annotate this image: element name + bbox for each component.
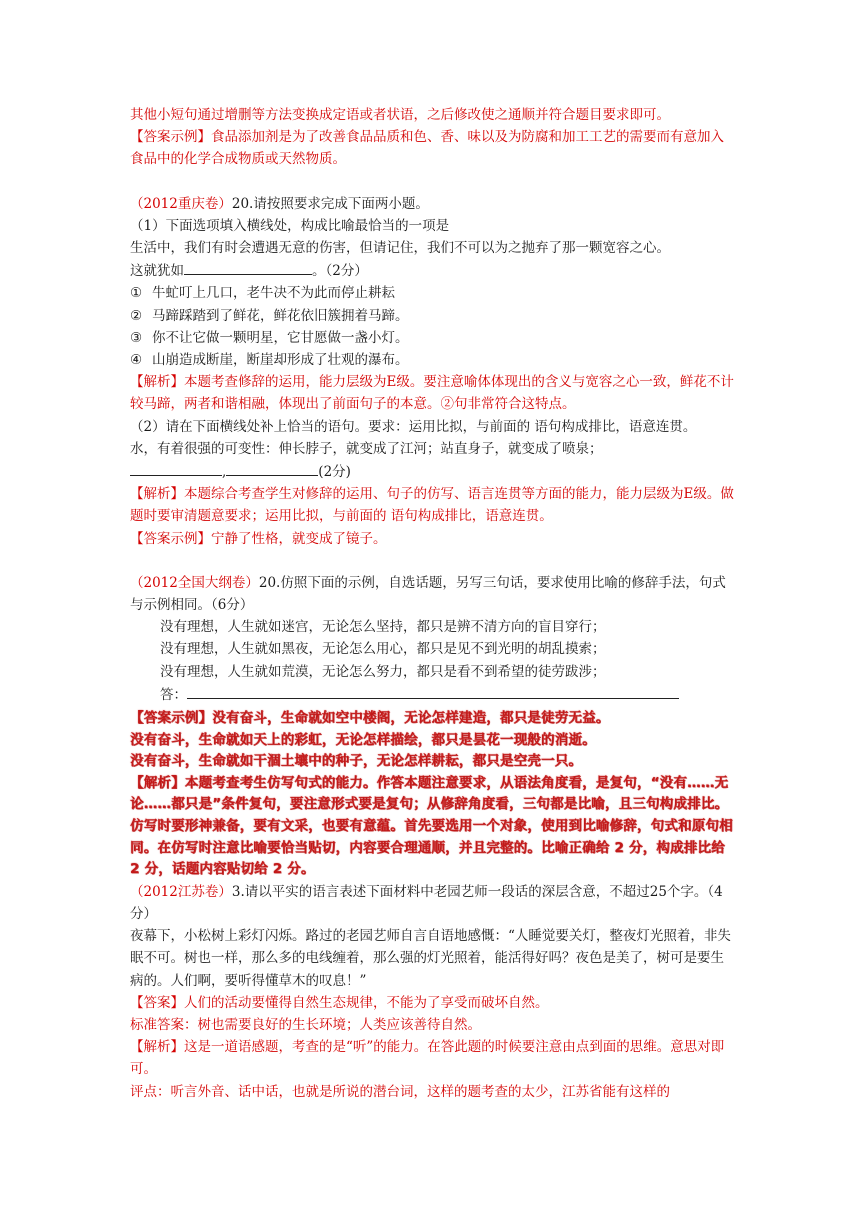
answer-example-tag: 【答案示例】 xyxy=(130,129,211,146)
score-label: (2分) xyxy=(318,464,351,481)
option-item xyxy=(130,282,734,304)
fill-blank-3[interactable] xyxy=(226,460,318,476)
q1-sub1: （1）下面选项填入横线处，构成比喻最恰当的一项是 xyxy=(130,217,450,234)
fill-blank-2[interactable] xyxy=(130,460,222,476)
analysis-text: 本题综合考查学生对修辞的运用、句子的仿写、语言连贯等方面的能力，能力层级为E级。做题时要审清题意要求；运用比拟，与前面的 语句构成排比，语意连贯。 xyxy=(130,486,734,525)
q1-water-blanks xyxy=(130,460,734,483)
q1-water: 水，有着很强的可变性：伸长脖子，就变成了江河；站直身子，就变成了喷泉； xyxy=(130,440,603,457)
option-text: 山崩造成断崖，断崖却形成了壮观的瀑布。 xyxy=(152,352,409,369)
q3-material: 夜幕下，小松树上彩灯闪烁。路过的老园艺师自言自语地感慨：“人睡觉要关灯，整夜灯光照着，非失眠不可。树也一样，那么多的电线缠着，那么强的灯光照着，能活得好吗？夜色是美了，树可是要生病的。人们啊，要听得懂草木的叹息！” xyxy=(130,928,731,989)
q1-title: 20.请按照要求完成下面两小题。 xyxy=(231,195,429,212)
q3-answer xyxy=(130,992,734,1014)
option-num: ① xyxy=(130,285,143,302)
analysis-text: 这是一道语感题，考查的是“听”的能力。在答此题的时候要注意由点到面的思维。意思对即可。 xyxy=(130,1039,725,1078)
q1-sub2: （2）请在下面横线处补上恰当的语句。要求：运用比拟，与前面的 语句构成排比，语意连贯。 xyxy=(130,418,697,435)
smudged-answer-block xyxy=(130,708,734,881)
q3-source: （2012江苏卷） xyxy=(130,883,232,900)
answer-example-text: 食品添加剂是为了改善食品品质和色、香、味以及为防腐和加工工艺的需要而有意加入食品中的化学合成物质或天然物质。 xyxy=(130,129,724,168)
smudged-line: 【解析】本题考查考生仿写句式的能力。作答本题注意要求，从语法角度看，是复句，“没有……无论……都只是”条件复句，要注意形式要是复句；从修辞角度看，三句都是比喻，且三句构成排比。仿写时要形神兼备，要有文采，也要有意蕴。首先要选用一个对象，使用到比喻修辞，句式和原句相同。在仿写时注意比喻要恰当贴切，内容要合理通顺，并且完整的。比喻正确给 2 分，构成排比给 2 分，话题内容贴切给 2 分。 xyxy=(130,774,733,878)
fill-blank-1[interactable] xyxy=(184,259,312,275)
q2-answer-line xyxy=(130,683,734,706)
q1-analysis2 xyxy=(130,483,734,527)
q3-standard-answer: 标准答案：树也需要良好的生长环境；人类应该善待自然。 xyxy=(130,1017,481,1034)
q2-example: 没有理想，人生就如荒漠，无论怎么努力，都只是看不到希望的徒劳跋涉； xyxy=(160,663,606,680)
prev-answer-note: 其他小短句通过增删等方法变换成定语或者状语，之后修改使之通顺并符合题目要求即可。 xyxy=(130,107,670,123)
document-body xyxy=(130,104,734,1103)
option-item xyxy=(130,327,734,349)
q1-stem2 xyxy=(130,259,734,282)
option-num: ② xyxy=(130,307,143,324)
option-item xyxy=(130,305,734,327)
q3-title: 3.请以平实的语言表述下面材料中老园艺师一段话的深层含意，不超过25个字。（4分） xyxy=(130,883,723,923)
smudged-line: 没有奋斗，生命就如干涸土壤中的种子，无论怎样耕耘，都只是空壳一只。 xyxy=(130,753,583,770)
smudged-line: 【答案示例】没有奋斗，生命就如空中楼阁，无论怎样建造，都只是徒劳无益。 xyxy=(130,710,610,727)
q3-analysis xyxy=(130,1036,734,1080)
prev-answer-example xyxy=(130,126,734,170)
q3-comment: 评点：听言外音、话中话，也就是所说的潜台词，这样的题考查的太少，江苏省能有这样的 xyxy=(130,1083,670,1100)
option-num: ③ xyxy=(130,329,143,346)
analysis-tag: 【解析】 xyxy=(130,1039,184,1056)
q1-stem2-pre: 这就犹如 xyxy=(130,263,184,280)
answer-blank[interactable] xyxy=(187,683,679,699)
answer-example-tag: 【答案示例】 xyxy=(130,530,211,547)
analysis-tag: 【解析】 xyxy=(130,486,184,503)
option-text: 你不让它做一颗明星，它甘愿做一盏小灯。 xyxy=(152,329,409,346)
q2-source: （2012全国大纲卷） xyxy=(130,574,259,591)
option-item xyxy=(130,349,734,371)
answer-label: 答： xyxy=(160,686,187,703)
option-text: 牛虻叮上几口，老牛决不为此而停止耕耘 xyxy=(152,285,395,302)
q2-example: 没有理想，人生就如黑夜，无论怎么用心，都只是见不到光明的胡乱摸索； xyxy=(160,641,606,658)
q1-source: （2012重庆卷） xyxy=(130,195,232,212)
q1-stem2-post: 。（2分） xyxy=(312,263,368,280)
analysis-text: 本题考查修辞的运用，能力层级为E级。要注意喻体体现出的含义与宽容之心一致，鲜花不计较马蹄，两者和谐相融，体现出了前面句子的本意。②句非常符合这特点。 xyxy=(130,374,734,413)
answer-example-text: 宁静了性格，就变成了镜子。 xyxy=(211,530,387,547)
q3-heading xyxy=(130,881,734,925)
option-num: ④ xyxy=(130,352,143,369)
q1-answer2 xyxy=(130,528,734,550)
q2-heading xyxy=(130,572,734,616)
q2-example: 没有理想，人生就如迷宫，无论怎么坚持，都只是辨不清方向的盲目穿行； xyxy=(160,619,606,636)
option-text: 马蹄踩踏到了鲜花，鲜花依旧簇拥着马蹄。 xyxy=(152,307,409,324)
answer-text: 人们的活动要懂得自然生态规律，不能为了享受而破坏自然。 xyxy=(184,994,549,1011)
q1-analysis1 xyxy=(130,371,734,415)
smudged-line: 没有奋斗，生命就如天上的彩虹，无论怎样描绘，都只是昙花一现般的消逝。 xyxy=(130,731,596,748)
answer-tag: 【答案】 xyxy=(130,994,184,1011)
analysis-tag: 【解析】 xyxy=(130,374,184,391)
q2-title: 20.仿照下面的示例，自选话题，另写三句话，要求使用比喻的修辞手法，句式与示例相同。（6分） xyxy=(130,574,726,614)
q1-stem: 生活中，我们有时会遭遇无意的伤害，但请记住，我们不可以为之抛弃了那一颗宽容之心。 xyxy=(130,240,670,257)
q1-heading xyxy=(130,193,734,215)
blank-separator: , xyxy=(222,464,227,481)
